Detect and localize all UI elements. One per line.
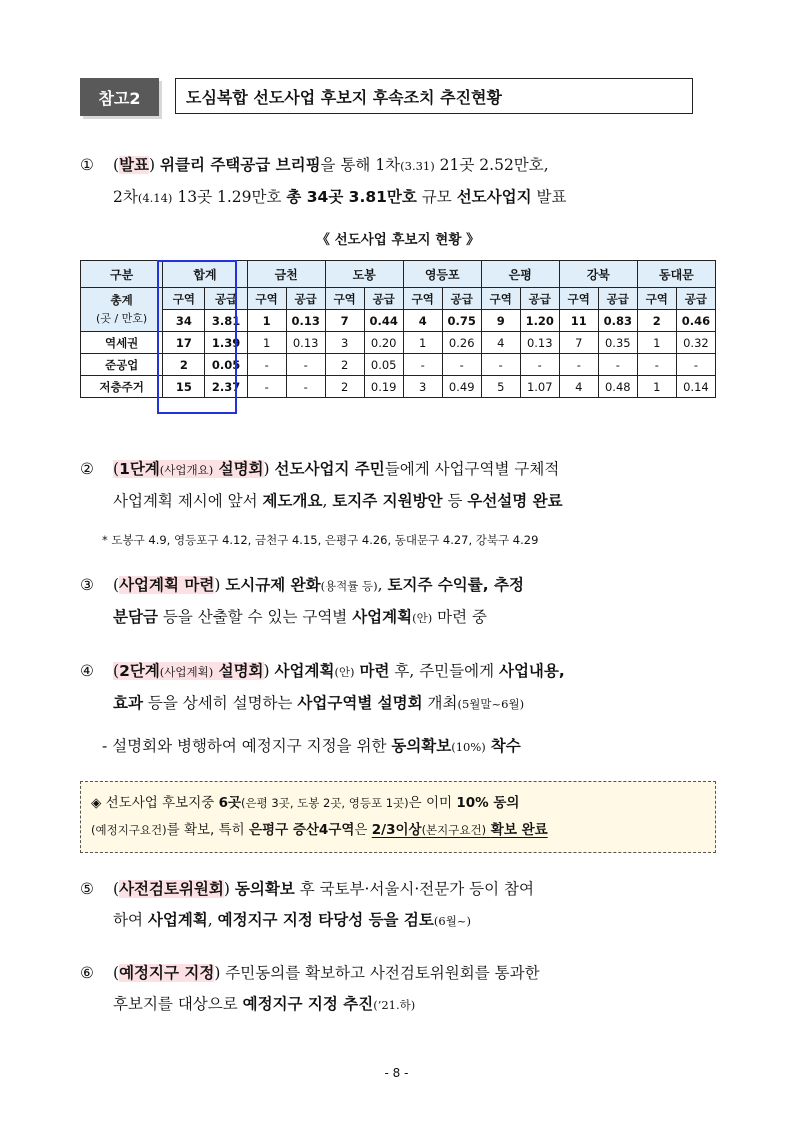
- header-cell: 구분: [81, 261, 163, 288]
- item-business-plan: [80, 570, 720, 634]
- header-cell: 강북: [559, 261, 637, 288]
- header-cell: 도봉: [325, 261, 403, 288]
- item-body: (2단계(사업계획) 설명회) 사업계획(안) 마련 후, 주민들에게 사업내용, 효과 등을 상세히 설명하는 사업구역별 설명회 개최(5월말~6월): [113, 662, 565, 712]
- item-body: (사전검토위원회) 동의확보 후 국토부·서울시·전문가 등이 참여 하여 사업계획, 예정지구 지정 타당성 등을 검토(6월~): [113, 880, 534, 929]
- item-number: ②: [80, 460, 94, 478]
- item-label: 사전검토위원회: [119, 880, 224, 898]
- table-row: 역세권 17 1.39 1 0.13 3 0.20 1 0.26 4 0.13 7 0.35 1 0.32: [81, 332, 716, 354]
- table-caption: 《 선도사업 후보지 현황 》: [316, 232, 480, 248]
- table-row: 준공업 2 0.05 - - 2 0.05 - - - - - - - -: [81, 354, 716, 376]
- table-row: 저층주거 15 2.37 - - 2 0.19 3 0.49 5 1.07 4 0.48 1 0.14: [81, 376, 716, 398]
- item-number: ③: [80, 576, 94, 594]
- table-subheader-row: 총계 (곳 / 만호) 구역 공급 구역 공급 구역 공급 구역 공급 구역 공급 구역 공급 구역 공급: [81, 288, 716, 310]
- item-announcement: [80, 150, 720, 214]
- item-district-designation: [80, 958, 720, 1021]
- item-stage2-briefing: [80, 656, 720, 720]
- item-label: 사업계획 마련: [119, 576, 215, 594]
- item-body: (1단계(사업개요) 설명회) 선도사업지 주민들에게 사업구역별 구체적 사업계획 제시에 앞서 제도개요, 토지주 지원방안 등 우선설명 완료: [113, 460, 563, 510]
- header-cell: 금천: [247, 261, 325, 288]
- item-number: ⑤: [80, 880, 94, 898]
- item-stage1-briefing: [80, 454, 720, 517]
- section-header: [80, 78, 693, 116]
- header-cell: 동대문: [637, 261, 715, 288]
- item-body: (사업계획 마련) 도시규제 완화(용적률 등), 토지주 수익률, 추정 분담금 등을 산출할 수 있는 구역별 사업계획(안) 마련 중: [113, 576, 524, 626]
- page-number: - 8 -: [384, 1066, 409, 1080]
- item-number: ①: [80, 156, 94, 174]
- header-cell: 영등포: [403, 261, 481, 288]
- item-body: (발표) 위클리 주택공급 브리핑을 통해 1차(3.31) 21곳 2.52만호, 2차(4.14) 13곳 1.29만호 총 34곳 3.81만호 규모 선도사업지 발표: [113, 156, 567, 206]
- header-cell: 은평: [481, 261, 559, 288]
- consent-subitem: - 설명회와 병행하여 예정지구 지정을 위한 동의확보(10%) 착수: [102, 737, 521, 755]
- consent-status-box: ◈ 선도사업 후보지중 6곳(은평 3곳, 도봉 2곳, 영등포 1곳)은 이미 10% 동의 (예정지구요건)를 확보, 특히 은평구 증산4구역은 2/3이상(본지구요건) 확보 완료: [80, 781, 716, 853]
- candidate-status-table: [80, 260, 716, 398]
- table-header-row: [81, 261, 716, 288]
- item-number: ⑥: [80, 964, 94, 982]
- item-body: (예정지구 지정) 주민동의를 확보하고 사전검토위원회를 통과한 후보지를 대상으로 예정지구 지정 추진(’21.하): [113, 964, 540, 1013]
- item-pre-review-committee: [80, 874, 720, 937]
- item-label: 발표: [119, 156, 150, 174]
- header-cell: 합계: [163, 261, 247, 288]
- table-total-row: 34 3.81 1 0.13 7 0.44 4 0.75 9 1.20 11 0.83 2 0.46: [81, 310, 716, 332]
- total-label-cell: 총계 (곳 / 만호): [81, 288, 163, 332]
- briefing-dates-note: * 도봉구 4.9, 영등포구 4.12, 금천구 4.15, 은평구 4.26, 동대문구 4.27, 강북구 4.29: [102, 533, 539, 547]
- item-label: 예정지구 지정: [119, 964, 215, 982]
- section-tag: 참고2: [80, 78, 159, 116]
- section-title: 도심복합 선도사업 후보지 후속조치 추진현황: [175, 78, 693, 114]
- diamond-icon: ◈: [91, 795, 102, 811]
- item-number: ④: [80, 662, 94, 680]
